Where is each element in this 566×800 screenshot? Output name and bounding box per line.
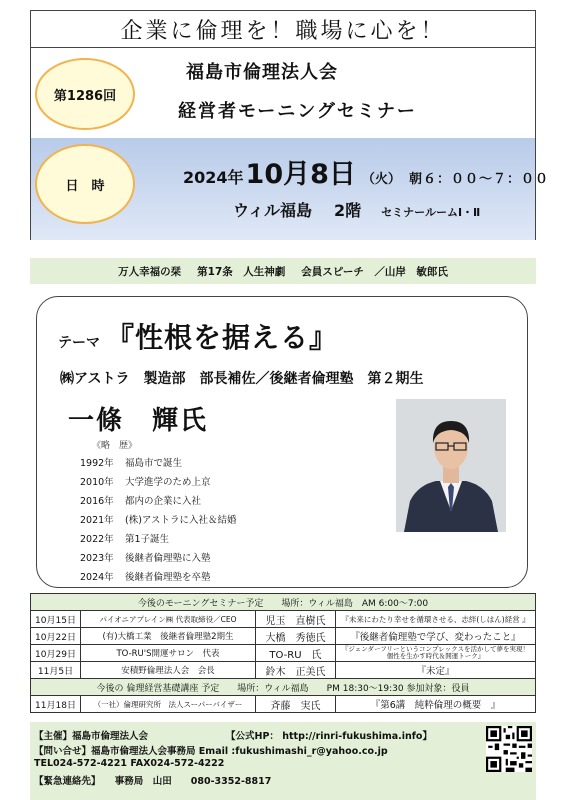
career-item (80, 569, 237, 588)
footer-contact[interactable]: 【問い合せ】福島市倫理法人会事務局 Email :fukushimashi_r@yahoo.co.jp (34, 746, 388, 757)
session-badge: 第1286回 (35, 58, 135, 130)
venue-room: セミナールームⅠ・Ⅱ (381, 206, 481, 219)
schedule-title: 『未定』 (336, 662, 536, 679)
schedule-title: 『ジェンダーフリーというコンプレックスを活かして夢を実現！個性を生かす時代＆開運トーク』 (336, 645, 536, 662)
date-venue-block (30, 138, 549, 240)
career-text: 大学進学のため上京 (125, 477, 211, 488)
career-year: 2016年 (80, 496, 114, 507)
career-list (80, 455, 237, 588)
schedule-org: (有)大橋工業 後継者倫理塾2期生 (81, 628, 256, 645)
schedule-date: 11月18日 (31, 696, 81, 713)
schedule-speaker: 斉藤 実氏 (256, 696, 336, 713)
schedule-speaker: 児玉 直樹氏 (256, 611, 336, 628)
date-month-day: 10月8日 (245, 159, 356, 190)
career-text: 第1子誕生 (125, 534, 170, 545)
career-year: 2021年 (80, 515, 114, 526)
footer-tel-fax: TEL024-572-4221 FAX024-572-4222 (34, 758, 225, 769)
maxim-article: 第17条 人生神劇 (197, 265, 286, 278)
footer-host: 【主催】福島市倫理法人会 (34, 731, 149, 742)
schedule-org: TO-RU'S開運サロン 代表 (81, 645, 256, 662)
career-text: 後継者倫理塾を卒塾 (125, 572, 211, 583)
date-line (183, 152, 549, 191)
schedule-title: 『後継者倫理塾で学び、変わったこと』 (336, 628, 536, 645)
footer-emergency: 【緊急連絡先】 事務局 山田 080-3352-8817 (34, 776, 272, 787)
slogan-banner: 企業に倫理を！職場に心を！ (30, 10, 536, 48)
theme-title: 『性根を据える』 (106, 321, 339, 354)
career-year: 2024年 (80, 572, 114, 583)
table-row (31, 611, 536, 628)
schedule-speaker: 大橋 秀徳氏 (256, 628, 336, 645)
org-name: 福島市倫理法人会 (186, 62, 338, 83)
career-text: 都内の企業に入社 (125, 496, 202, 507)
schedule-org: （一社）倫理研究所 法人スーパーバイザー (81, 696, 256, 713)
theme-line (58, 316, 338, 356)
date-weekday: （火） (361, 172, 401, 187)
schedule-org: パイオニアプレイン㈱ 代表取締役／CEO (81, 611, 256, 628)
table-row (31, 662, 536, 679)
career-item (80, 512, 237, 531)
career-year: 1992年 (80, 458, 114, 469)
venue-name: ウィル福島 (233, 201, 313, 220)
schedule-title: 『第6講 純粋倫理の概要 』 (336, 696, 536, 713)
speaker-photo (396, 399, 506, 532)
date-badge: 日 時 (35, 144, 135, 224)
member-speech: 会員スピーチ ／山岸 敏郎氏 (301, 265, 448, 278)
schedule-speaker: TO-RU 氏 (256, 645, 336, 662)
career-text: 後継者倫理塾に入塾 (125, 553, 211, 564)
maxim-bar (30, 258, 536, 284)
schedule-date: 11月5日 (31, 662, 81, 679)
career-title: 《略 歴》 (92, 441, 138, 451)
schedule-speaker: 鈴木 正美氏 (256, 662, 336, 679)
career-text: 福島市で誕生 (125, 458, 183, 469)
schedule-table (30, 593, 536, 713)
speaker-affiliation: ㈱アストラ 製造部 部長補佐／後継者倫理塾 第２期生 (60, 371, 424, 387)
career-item (80, 493, 237, 512)
basic-course-header-row (31, 679, 536, 696)
table-row (31, 696, 536, 713)
career-year: 2022年 (80, 534, 114, 545)
table-row (31, 645, 536, 662)
schedule-header: 今後のモーニングセミナー予定 場所：ウィル福島 AM 6:00～7:00 (31, 594, 536, 611)
table-row (31, 628, 536, 645)
career-year: 2023年 (80, 553, 114, 564)
schedule-date: 10月29日 (31, 645, 81, 662)
career-item (80, 455, 237, 474)
schedule-title: 『未来にわたり幸せを循環させる、志絆(しはん)経営 』 (336, 611, 536, 628)
seminar-name: 経営者モーニングセミナー (178, 101, 417, 122)
schedule-date: 10月15日 (31, 611, 81, 628)
schedule-header-row (31, 594, 536, 611)
venue-line (233, 198, 480, 221)
basic-course-header: 今後の 倫理経営基礎講座 予定 場所：ウィル福島 PM 18:30～19:30 参加対象：役員 (31, 679, 536, 696)
footer (30, 722, 536, 800)
qr-code-icon[interactable] (486, 726, 532, 772)
schedule-date: 10月22日 (31, 628, 81, 645)
theme-label: テーマ (58, 335, 100, 351)
venue-floor: 2階 (334, 201, 362, 220)
career-item (80, 531, 237, 550)
speaker-name: 一條 輝氏 (68, 406, 209, 436)
career-item (80, 474, 237, 493)
speaker-portrait-icon (396, 399, 506, 532)
date-year: 2024年 (183, 168, 244, 187)
footer-homepage[interactable]: 【公式HP： http://rinri-fukushima.info】 (226, 731, 432, 742)
schedule-org: 安積野倫理法人会 会長 (81, 662, 256, 679)
maxim-book: 万人幸福の栞 (118, 265, 182, 278)
career-text: (株)アストラに入社＆結婚 (125, 515, 237, 526)
date-time: 朝６：００～７：００ (408, 172, 549, 187)
career-year: 2010年 (80, 477, 114, 488)
career-item (80, 550, 237, 569)
